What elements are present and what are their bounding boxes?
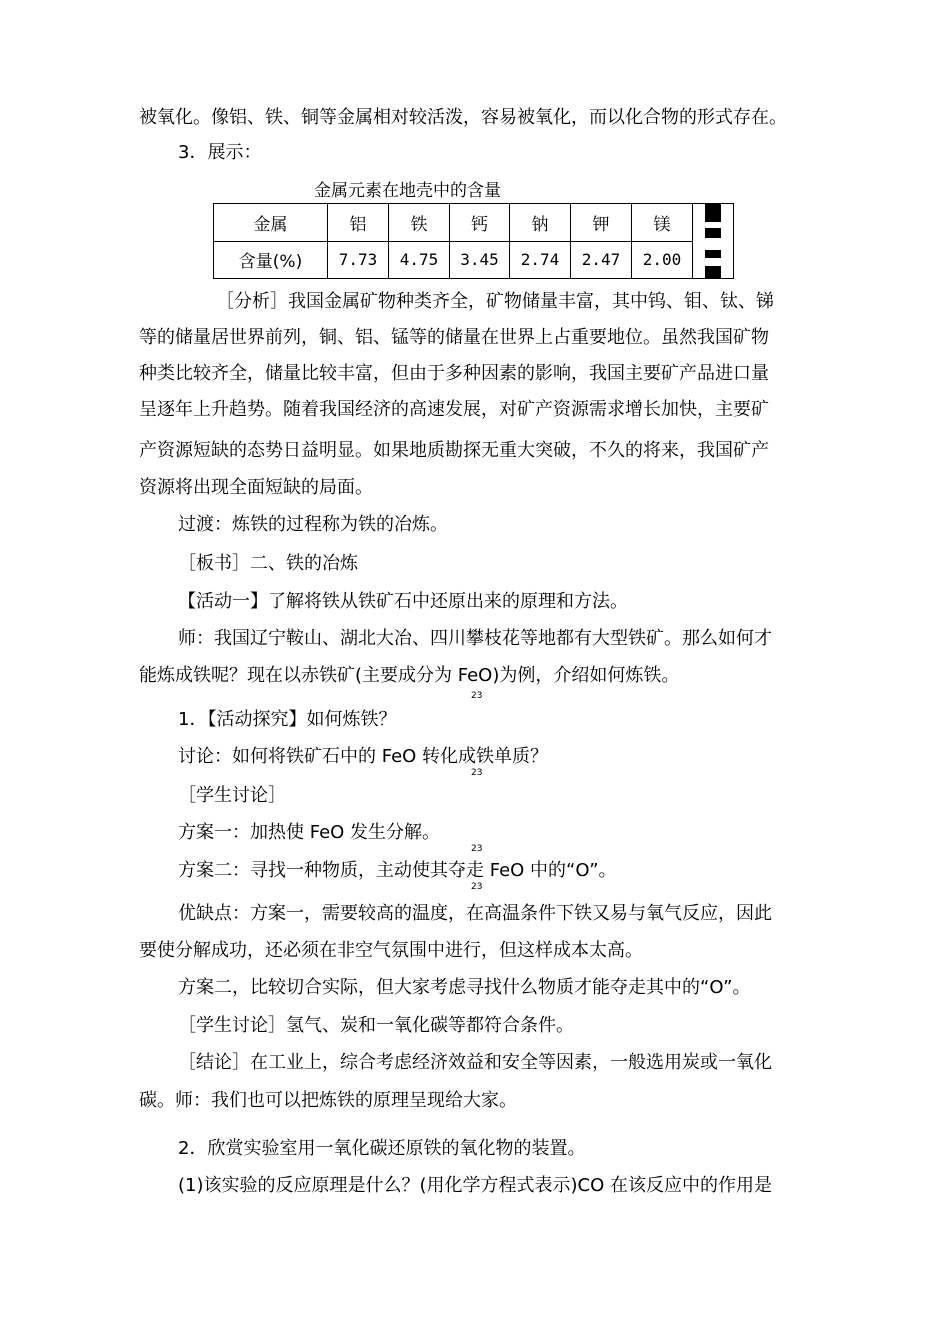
table-caption: 金属元素在地壳中的含量: [314, 181, 501, 201]
subscript: 23: [471, 882, 483, 892]
subscript: 23: [471, 844, 483, 854]
table-cell: 3.45: [450, 241, 510, 279]
text-line: ［学生讨论］氢气、炭和一氧化碳等都符合条件。: [178, 1015, 574, 1036]
text-line: ［分析］我国金属矿物种类齐全，矿物储量丰富，其中钨、钼、钛、锑: [216, 291, 774, 312]
text-line: 方案二：寻找一种物质，主动使其夺走 FeO 中的“O”。: [178, 860, 617, 881]
text-line: 碳。师：我们也可以把炼铁的原理呈现给大家。: [139, 1090, 517, 1111]
text-line: (1)该实验的反应原理是什么？(用化学方程式表示)CO 在该反应中的作用是: [178, 1175, 772, 1196]
table-header-cell: 铁: [389, 204, 450, 242]
text-line: 被氧化。像铝、铁、铜等金属相对较活泼，容易被氧化，而以化合物的形式存在。: [139, 107, 787, 128]
text-line: 1．【活动探究】如何炼铁？: [178, 709, 397, 730]
table-cell: 2.74: [510, 241, 571, 279]
text-line: 呈逐年上升趋势。随着我国经济的高速发展，对矿产资源需求增长加快，主要矿: [139, 399, 769, 420]
table-cell: 7.73: [328, 241, 389, 279]
text-line: 能炼成铁呢？现在以赤铁矿(主要成分为 FeO)为例，介绍如何炼铁。: [139, 665, 680, 686]
text-line: 种类比较齐全，储量比较丰富，但由于多种因素的影响，我国主要矿产品进口量: [139, 363, 769, 384]
table-cell: 4.75: [389, 241, 450, 279]
text-line: 等的储量居世界前列，铜、铝、锰等的储量在世界上占重要地位。虽然我国矿物: [139, 327, 769, 348]
text-line: 产资源短缺的态势日益明显。如果地质勘探无重大突破，不久的将来，我国矿产: [139, 440, 769, 461]
table-cell: 含量(%): [214, 241, 328, 279]
table-row: [214, 241, 734, 279]
text-line: 讨论：如何将铁矿石中的 FeO 转化成铁单质？: [178, 746, 549, 767]
text-line: 优缺点：方案一，需要较高的温度，在高温条件下铁又易与氧气反应，因此: [178, 903, 772, 924]
table-header-cell: 钠: [510, 204, 571, 242]
subscript: 23: [471, 768, 483, 778]
table-header-cell: 钙: [450, 204, 510, 242]
text-line: 3．展示：: [178, 142, 262, 163]
black-square-marks: [693, 204, 734, 279]
table-cell: 2.47: [571, 241, 632, 279]
table-header-cell: 镁: [632, 204, 693, 242]
text-line: ［学生讨论］: [178, 785, 286, 806]
table-row: [214, 204, 734, 242]
text-line: 【活动一】了解将铁从铁矿石中还原出来的原理和方法。: [178, 591, 628, 612]
table-header-cell: 金属: [214, 204, 328, 242]
table-header-cell: 钾: [571, 204, 632, 242]
table-cell: 2.00: [632, 241, 693, 279]
text-line: 过渡：炼铁的过程称为铁的冶炼。: [178, 514, 448, 535]
text-line: 要使分解成功，还必须在非空气氛围中进行，但这样成本太高。: [139, 940, 643, 961]
table-header-cell: 铝: [328, 204, 389, 242]
text-line: 资源将出现全面短缺的局面。: [139, 477, 373, 498]
subscript: 23: [471, 691, 483, 701]
text-line: 方案二，比较切合实际，但大家考虑寻找什么物质才能夺走其中的“O”。: [178, 977, 751, 998]
text-line: 师：我国辽宁鞍山、湖北大冶、四川攀枝花等地都有大型铁矿。那么如何才: [178, 628, 772, 649]
text-line: 方案一：加热使 FeO 发生分解。: [178, 822, 441, 843]
text-line: 2．欣赏实验室用一氧化碳还原铁的氧化物的装置。: [178, 1138, 586, 1159]
text-line: ［结论］在工业上，综合考虑经济效益和安全等因素，一般选用炭或一氧化: [178, 1052, 772, 1073]
text-line: ［板书］二、铁的冶炼: [178, 553, 358, 574]
metal-content-table: [213, 203, 734, 279]
